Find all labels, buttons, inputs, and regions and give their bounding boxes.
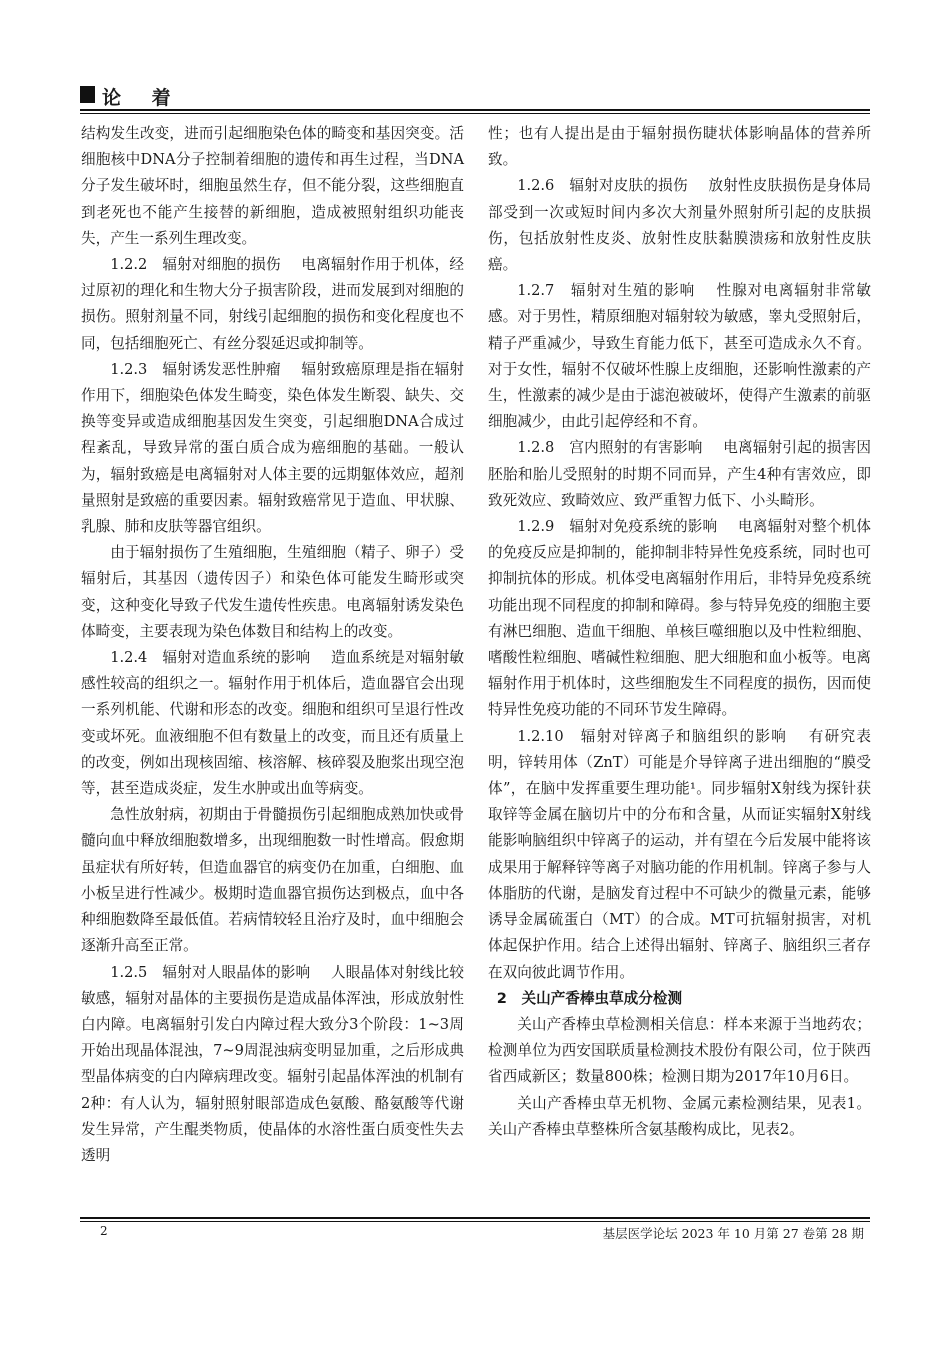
section-number: 1.2.8 <box>517 439 555 457</box>
paragraph <box>488 1091 871 1143</box>
footer-rule-thin <box>80 1221 870 1222</box>
journal-citation: 基层医学论坛 2023 年 10 月第 27 卷第 28 期 <box>602 1226 864 1241</box>
body-text: 结构发生改变，进而引起细胞染色体的畸变和基因突变。活细胞核中DNA分子控制着细胞的遗传和再生过程，当DNA分子发生破坏时，细胞虽然生存，但不能分裂，这些细胞直到老死也不能产生接替的新细胞，造成被照射组织功能丧失，产生一系列生理改变。 <box>81 125 464 247</box>
body-text: 造血系统是对辐射敏感性较高的组织之一。辐射作用于机体后，造血器官会出现一系列机能、代谢和形态的改变。细胞和组织可呈退行性改变或坏死。血液细胞不但有数量上的改变，而且还有质量上的改变，例如出现核固缩、核溶解、核碎裂及胞浆出现空泡等，甚至造成炎症，发生水肿或出血等病变。 <box>81 649 464 798</box>
paragraph-continued <box>488 121 871 173</box>
section-number: 1.2.4 <box>110 649 148 667</box>
section-number: 1.2.6 <box>517 177 555 195</box>
body-text: 电离辐射对整个机体的免疫反应是抑制的，能抑制非特异性免疫系统，同时也可抑制抗体的形成。机体受电离辐射作用后，非特异免疫系统功能出现不同程度的抑制和障碍。参与特异免疫的细胞主要有淋巴细胞、造血干细胞、单核巨噬细胞以及中性粒细胞、嗜酸性粒细胞、嗜碱性粒细胞、肥大细胞和血小板等。电离辐射作用于机体时，这些细胞发生不同程度的损伤，因而使特异性免疫功能的不同环节发生障碍。 <box>488 518 871 719</box>
body-text: 关山产香棒虫草无机物、金属元素检测结果，见表1。关山产香棒虫草整株所含氨基酸构成比，见表2。 <box>488 1094 871 1138</box>
paragraph <box>81 540 464 645</box>
paragraph <box>81 802 464 959</box>
paragraph <box>81 252 464 357</box>
paragraph <box>488 435 871 514</box>
paragraph <box>488 173 871 278</box>
body-text: 急性放射病，初期由于骨髓损伤引起细胞成熟加快或骨髓向血中释放细胞数增多，出现细胞数一时性增高。假愈期虽症状有所好转，但造血器官的病变仍在加重，白细胞、血小板呈进行性减少。极期时造血器官损伤达到极点，血中各种细胞数降至最低值。若病情较轻且治疗及时，血中细胞会逐渐升高至正常。 <box>81 806 464 955</box>
paragraph <box>488 514 871 724</box>
page-header <box>80 84 870 109</box>
section-title: 辐射诱发恶性肿瘤 <box>162 360 281 378</box>
body-text: 电离辐射作用于机体，经过原初的理化和生物大分子损害阶段，进而发展到对细胞的损伤。照射剂量不同，射线引起细胞的损伤和变化程度也不同，包括细胞死亡、有丝分裂延迟或抑制等。 <box>81 256 464 352</box>
body-text: 辐射致癌原理是指在辐射作用下，细胞染色体发生畸变，染色体发生断裂、缺失、交换等变异或造成细胞基因发生突变，引起细胞DNA合成过程紊乱，导致异常的蛋白质合成为癌细胞的基础。一般认为，辐射致癌是电离辐射对人体主要的远期躯体效应，超剂量照射是致癌的重要因素。辐射致癌常见于造血、甲状腺、乳腺、肺和皮肤等器官组织。 <box>81 360 464 536</box>
section-title: 辐射对锌离子和脑组织的影响 <box>580 727 788 745</box>
paragraph <box>81 960 464 1170</box>
paragraph <box>488 1012 871 1091</box>
section-number: 1.2.2 <box>110 256 148 274</box>
section-heading <box>488 986 871 1012</box>
section-number: 1.2.9 <box>517 518 555 536</box>
body-text: 性腺对电离辐射非常敏感。对于男性，精原细胞对辐射较为敏感，睾丸受照射后，精子严重减少，导致生育能力低下，甚至可造成永久不育。对于女性，辐射不仅破坏性腺上皮细胞，还影响性激素的产生，性激素的减少是由于滤泡被破坏，使得产生激素的前驱细胞减少，由此引起停经和不育。 <box>488 282 871 431</box>
body-text: 放射性皮肤损伤是身体局部受到一次或短时间内多次大剂量外照射所引起的皮肤损伤，包括放射性皮炎、放射性皮肤黏膜溃疡和放射性皮肤癌。 <box>488 177 871 274</box>
body-text: 电离辐射引起的损害因胚胎和胎儿受照射的时期不同而异，产生4种有害效应，即致死效应、致畸效应、致严重智力低下、小头畸形。 <box>488 439 871 509</box>
section-title: 辐射对生殖的影响 <box>570 282 696 300</box>
paragraph-continued <box>81 121 464 252</box>
section-title: 关山产香棒虫草成分检测 <box>521 989 683 1007</box>
section-number: 1.2.10 <box>517 727 564 745</box>
paragraph <box>81 645 464 802</box>
page-number: 2 <box>100 1224 108 1238</box>
paragraph <box>81 357 464 540</box>
section-number: 1.2.7 <box>517 282 555 300</box>
right-column <box>488 121 871 1143</box>
section-title: 宫内照射的有害影响 <box>569 439 703 457</box>
header-rule-thin <box>80 113 870 114</box>
footer-rule <box>80 1217 870 1219</box>
body-text: 由于辐射损伤了生殖细胞，生殖细胞（精子、卵子）受辐射后，其基因（遗传因子）和染色体可能发生畸形或突变，这种变化导致子代发生遗传性疾患。电离辐射诱发染色体畸变，主要表现为染色体数目和结构上的改变。 <box>81 544 464 640</box>
section-title: 辐射对皮肤的损伤 <box>569 177 688 195</box>
section-title: 辐射对造血系统的影响 <box>162 649 311 667</box>
section-number: 1.2.5 <box>110 963 148 981</box>
section-number: 2 <box>496 989 507 1007</box>
body-text: 人眼晶体对射线比较敏感，辐射对晶体的主要损伤是造成晶体浑浊，形成放射性白内障。电离辐射引发白内障过程大致分3个阶段：1~3周开始出现晶体混浊，7~9周混浊病变明显加重，之后形成典型晶体病变的白内障病理改变。辐射引起晶体浑浊的机制有2种：有人认为，辐射照射眼部造成色氨酸、酪氨酸等代谢发生异常，产生醌类物质，使晶体的水溶性蛋白质变性失去透明 <box>81 963 464 1164</box>
left-column <box>81 121 464 1169</box>
body-text: 有研究表明，锌转用体（ZnT）可能是介导锌离子进出细胞的“膜受体”，在脑中发挥重要生理功能¹。同步辐射X射线为探针获取锌等金属在脑切片中的分布和含量，从而证实辐射X射线能影响脑组织中锌离子的运动，并有望在今后发展中能将该成果用于解释锌等离子对脑功能的作用机制。锌离子参与人体脂肪的代谢，是脑发育过程中不可缺少的微量元素，能够诱导金属硫蛋白（MT）的合成。MT可抗辐射损害，对机体起保护作用。结合上述得出辐射、锌离子、脑组织三者存在双向彼此调节作用。 <box>488 727 871 981</box>
paragraph <box>488 278 871 435</box>
body-text: 性；也有人提出是由于辐射损伤睫状体影响晶体的营养所致。 <box>488 125 871 169</box>
paragraph <box>488 724 871 986</box>
section-label: 论 着 <box>102 87 183 109</box>
section-title: 辐射对细胞的损伤 <box>162 256 281 274</box>
header-rule <box>80 109 870 111</box>
section-number: 1.2.3 <box>110 360 148 378</box>
body-text: 关山产香棒虫草检测相关信息：样本来源于当地药农；检测单位为西安国联质量检测技术股份有限公司，位于陕西省西咸新区；数量800株；检测日期为2017年10月6日。 <box>488 1015 871 1086</box>
header-block-mark <box>80 86 95 103</box>
section-title: 辐射对免疫系统的影响 <box>569 518 718 536</box>
section-title: 辐射对人眼晶体的影响 <box>162 963 311 981</box>
